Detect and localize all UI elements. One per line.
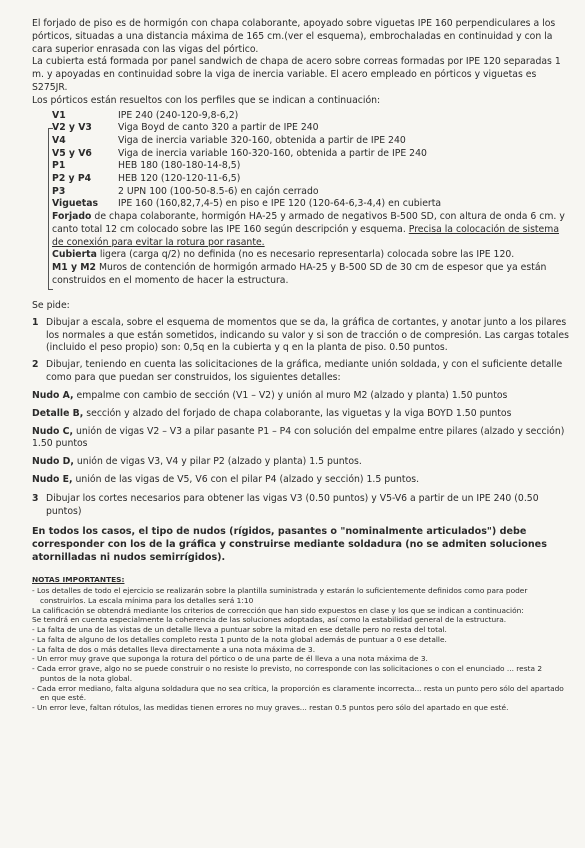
profile-row: [52, 110, 441, 123]
profile-value: IPE 240 (240-120-9,8-6,2): [118, 109, 239, 121]
notes-title: NOTAS IMPORTANTES:: [32, 575, 125, 585]
note-line: Se tendrá en cuenta especialmente la coherencia de las soluciones adoptadas, así como la estabilidad general de la estructura.: [32, 615, 507, 625]
intro-paragraph-forjado: El forjado de piso es de hormigón con chapa colaborante, apoyado sobre viguetas IPE 160 perpendiculares a los pórticos, situadas a una distancia máxima de 165 cm.(ver el esquema), embrochaladas en continuidad y con la cara superior enrasada con las vigas del pórtico.: [32, 18, 556, 55]
profile-row: [52, 122, 441, 135]
intro-paragraph-cubierta: La cubierta está formada por panel sandwich de chapa de acero sobre correas formadas por IPE 120 separadas 1 m. y apoyadas en continuidad sobre la viga de inercia variable. El acero empleado en pórticos y viguetas es S275JR.: [32, 56, 561, 94]
note-line: - Cada error grave, algo no se puede construir o no resiste lo previsto, no corresponde con las solicitaciones o con el enunciado ... resta 2 puntos de la nota global.: [32, 664, 543, 683]
profile-key: V1: [52, 109, 66, 121]
profile-key: P3: [52, 185, 66, 197]
profile-key: V5 y V6: [52, 147, 92, 159]
note-line: - Un error leve, faltan rótulos, las medidas tienen errores no muy graves... restan 0.5 puntos pero sólo del apartado en que esté.: [32, 703, 509, 713]
profile-row: [52, 186, 441, 199]
detail-lead: Nudo A,: [32, 389, 74, 401]
notes-lines: [32, 586, 569, 713]
profile-key: P1: [52, 160, 66, 172]
profile-value: 2 UPN 100 (100-50-8.5-6) en cajón cerrado: [118, 185, 319, 197]
profiles-table: [52, 110, 441, 211]
detail-item: [32, 408, 569, 421]
profile-key: P2 y P4: [52, 173, 92, 184]
profile-value: Viga Boyd de canto 320 a partir de IPE 240: [118, 122, 319, 134]
muros-text: Muros de contención de hormigón armado HA-25 y B-500 SD de 30 cm de espesor que ya están construidos en el momento de hacer la estructura.: [52, 262, 547, 287]
profile-row: [52, 135, 441, 148]
note-line: - Cada error mediano, falta alguna soldadura que no sea crítica, la proporción es claramente incorrecta... resta un punto pero sólo del apartado en que esté.: [32, 683, 564, 703]
detail-lead: Nudo E,: [32, 474, 73, 485]
final-requirement: En todos los casos, el tipo de nudos (rígidos, pasantes o "nominalmente articulados") debe corresponder con los de la gráfica y construirse mediante soldadura (no se admiten soluciones atornilladas ni nudos semirrígidos).: [32, 526, 547, 564]
muros-description: [52, 262, 569, 288]
se-pide-heading: Se pide:: [32, 299, 70, 311]
detail-text: unión de las vigas de V5, V6 con el pilar P4 (alzado y sección) 1.5 puntos.: [75, 474, 420, 485]
profile-row: [52, 198, 441, 211]
profile-value: HEB 180 (180-180-14-8,5): [118, 160, 241, 172]
detail-item: [32, 474, 569, 487]
question-1: [32, 317, 569, 355]
profile-key: V2 y V3: [52, 122, 92, 134]
cubierta-text: ligera (carga q/2) no definida (no es necesario representarla) colocada sobre las IPE 120.: [99, 249, 515, 261]
intro-paragraph-porticos: Los pórticos están resueltos con los perfiles que se indican a continuación:: [32, 94, 381, 106]
detail-lead: Nudo C,: [32, 425, 74, 437]
cubierta-key: Cubierta: [52, 249, 97, 261]
important-notes: [32, 575, 569, 713]
detail-text: unión de vigas V3, V4 y pilar P2 (alzado y planta) 1.5 puntos.: [76, 456, 362, 468]
question-2: [32, 359, 569, 385]
profile-row: [52, 148, 441, 161]
note-line: - La falta de una de las vistas de un detalle lleva a puntuar sobre la mitad en ese detalle pero no resta del total.: [32, 625, 447, 635]
profile-value: HEB 120 (120-120-11-6,5): [118, 173, 241, 184]
profile-row: [52, 160, 441, 173]
profiles-bracket: [48, 128, 53, 290]
profile-value: Viga de inercia variable 160-320-160, obtenida a partir de IPE 240: [118, 147, 427, 159]
note-line: La calificación se obtendrá mediante los criterios de corrección que han sido expuestos en clase y los que se indican a continuación:: [32, 605, 524, 615]
detail-lead: Nudo D,: [32, 456, 74, 468]
profile-key: V4: [52, 135, 66, 147]
question-3-number: 3: [32, 492, 39, 504]
detail-text: empalme con cambio de sección (V1 – V2) y unión al muro M2 (alzado y planta) 1.50 puntos: [76, 389, 508, 401]
detail-item: [32, 390, 569, 403]
question-3-text: Dibujar los cortes necesarios para obtener las vigas V3 (0.50 puntos) y V5-V6 a partir de un IPE 240 (0.50 puntos): [46, 492, 539, 517]
question-1-text: Dibujar a escala, sobre el esquema de momentos que se da, la gráfica de cortantes, y anotar junto a los pilares los normales a que están sometidos, indicando su valor y si son de tracción o de compresión. Las cargas totales (incluido el peso propio) son: 0,5q en la cubierta y q en la planta de piso. 0.50 puntos.: [46, 316, 569, 354]
detail-text: unión de vigas V2 – V3 a pilar pasante P1 – P4 con solución del empalme entre pilares (alzado y sección) 1.50 puntos: [32, 425, 565, 450]
cubierta-description: [52, 249, 569, 262]
forjado-key: Forjado: [52, 210, 92, 222]
question-2-number: 2: [32, 359, 39, 371]
profile-row: [52, 173, 441, 186]
detail-item: [32, 426, 569, 452]
detail-item: [32, 456, 569, 469]
question-2-text: Dibujar, teniendo en cuenta las solicitaciones de la gráfica, mediante unión soldada, y con el suficiente detalle como para que puedan ser construidos, los siguientes detalles:: [46, 359, 563, 384]
forjado-underlined-note: Precisa la colocación de sistema de conexión para evitar la rotura por rasante.: [52, 223, 560, 248]
profile-value: IPE 160 (160,82,7,4-5) en piso e IPE 120 (120-64-6,3-4,4) en cubierta: [118, 198, 442, 210]
note-line: - La falta de alguno de los detalles completo resta 1 punto de la nota global además de puntuar a 0 ese detalle.: [32, 634, 447, 644]
profile-value: Viga de inercia variable 320-160, obtenida a partir de IPE 240: [118, 135, 406, 147]
details-list: [32, 390, 569, 487]
detail-text: sección y alzado del forjado de chapa colaborante, las viguetas y la viga BOYD 1.50 puntos: [86, 407, 512, 419]
note-line: - Un error muy grave que suponga la rotura del pórtico o de una parte de él lleva a una nota máxima de 3.: [32, 654, 428, 664]
forjado-description: [52, 211, 569, 249]
question-3: [32, 493, 569, 519]
forjado-text: de chapa colaborante, hormigón HA-25 y armado de negativos B-500 SD, con altura de onda 6 cm. y canto total 12 cm colocado sobre las IPE 160 según descripción y esquema.: [52, 210, 565, 235]
question-1-number: 1: [32, 316, 39, 328]
profile-key: Viguetas: [52, 198, 99, 210]
note-line: - La falta de dos o más detalles lleva directamente a una nota máxima de 3.: [32, 644, 316, 654]
detail-lead: Detalle B,: [32, 407, 84, 419]
note-line: - Los detalles de todo el ejercicio se realizarán sobre la plantilla suministrada y estarán lo suficientemente definidos como para poder construirlos. La escala mínima para los detalles será 1:10: [32, 586, 528, 605]
muros-key: M1 y M2: [52, 262, 96, 274]
